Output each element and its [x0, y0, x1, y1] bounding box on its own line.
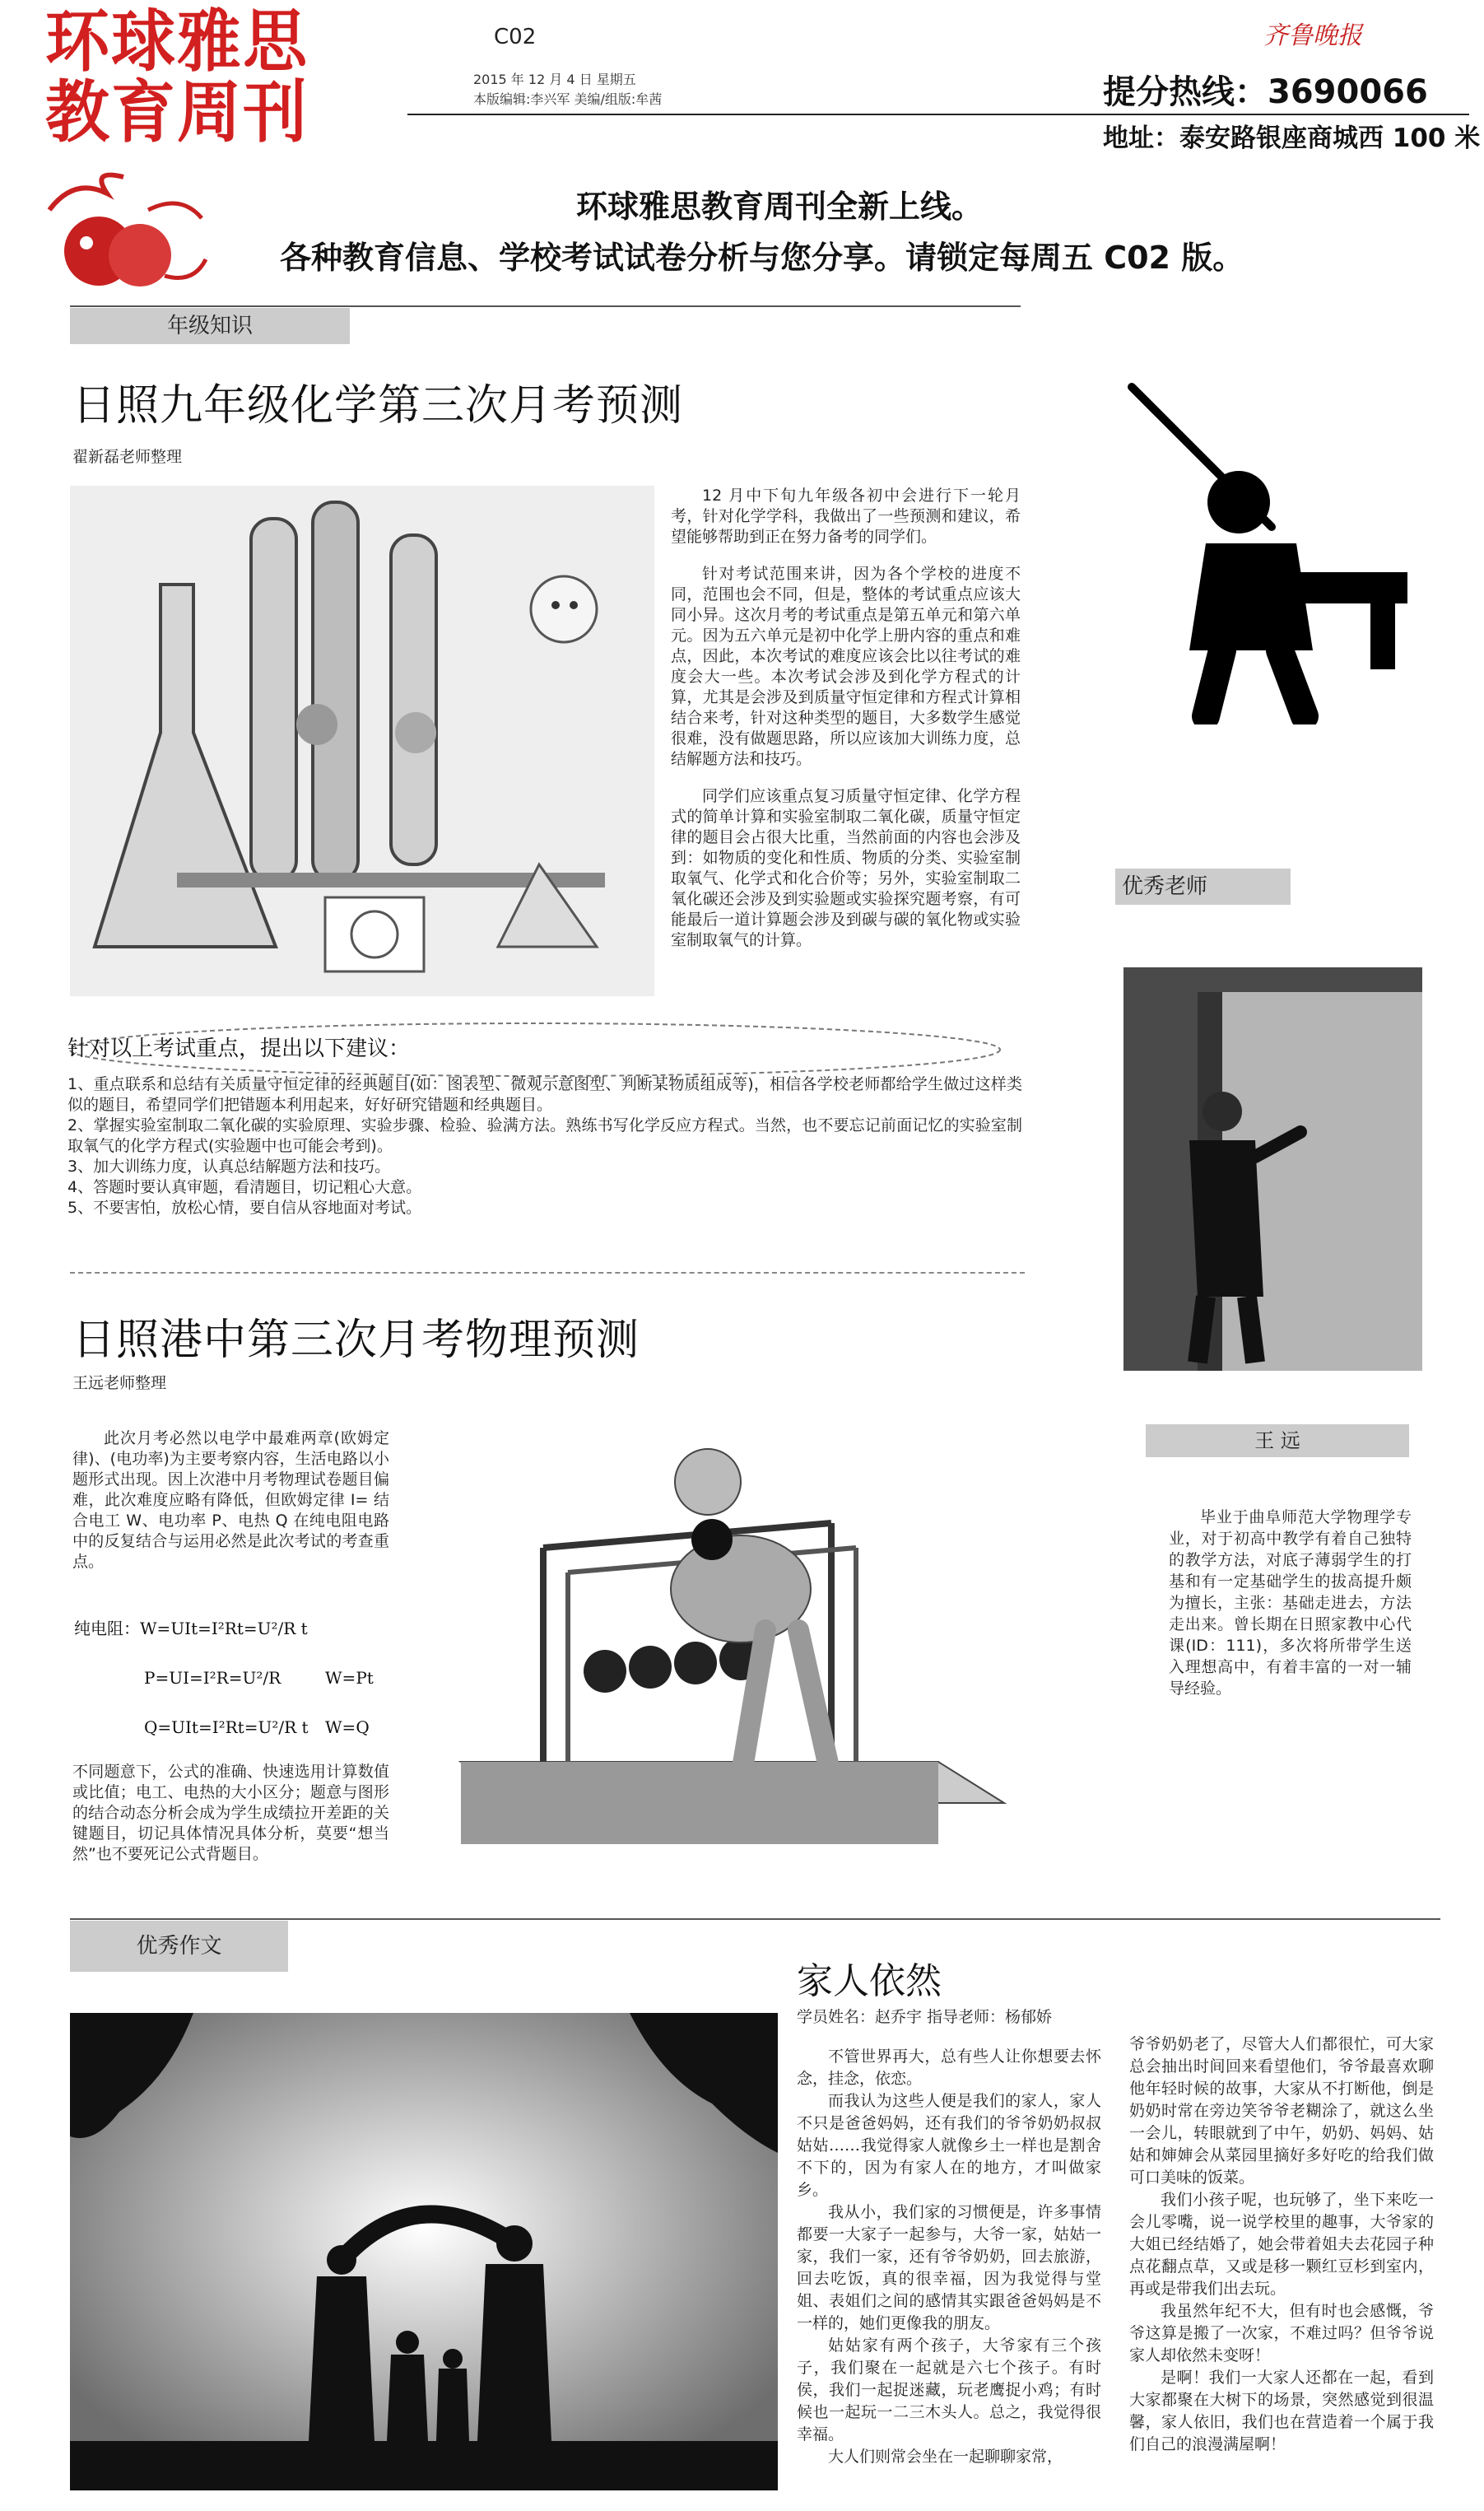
- essay-byline: 学员姓名：赵乔宇 指导老师：杨郁娇: [797, 2008, 1053, 2026]
- newtons-cradle-illustration: [444, 1416, 1021, 1856]
- essay-paragraph: 我们小孩子呢，也玩够了，坐下来吃一会儿零嘴，说一说学校里的趣事，大爷家的大姐已经结婚了，她会带着姐夫去花园子种点花翻点草，又或是移一颗红豆杉到室内，再或是带我们出去玩。: [1129, 2191, 1434, 2298]
- essay-title: 家人依然: [797, 1960, 942, 2002]
- address: 地址：泰安路银座商城西 100 米: [1103, 123, 1481, 153]
- chem-paragraph: 12 月中下旬九年级各初中会进行下一轮月考，针对化学学科，我做出了一些预测和建议，希望能够帮助到正在努力备考的同学们。: [671, 487, 1021, 546]
- physics-paragraph: 不同题意下，公式的准确、快速选用计算数值或比值；电工、电热的大小区分；题意与图形的结合动态分析会成为学生成绩拉开差距的关键题目，切记具体情况具体分析，莫要“想当然”也不要死记公式背题目。: [72, 1763, 389, 1863]
- essay-paragraph: 不管世界再大，总有些人让你想要去怀念，挂念，依恋。: [797, 2047, 1101, 2088]
- promo-banner: [280, 181, 1399, 283]
- page-id: C02: [494, 25, 537, 49]
- essay-paragraph: 而我认为这些人便是我们的家人，家人不只是爸爸妈妈，还有我们的爷爷奶奶叔叔姑姑……我觉得家人就像乡土一样也是割舍不下的，因为有家人在的地方，才叫做家乡。: [797, 2092, 1101, 2199]
- advice-item: 2、掌握实验室制取二氧化碳的实验原理、实验步骤、检验、验满方法。熟练书写化学反应方程式。当然，也不要忘记前面记忆的实验室制取氧气的化学方程式(实验题中也可能会考到)。: [67, 1116, 1022, 1155]
- section-tab-grade: 年级知识: [70, 308, 350, 344]
- physics-outro: [72, 1762, 389, 1865]
- masthead-line1: 环球雅思: [45, 2, 309, 82]
- issue-date: 2015 年 12 月 4 日 星期五: [473, 72, 636, 87]
- physics-paragraph: 此次月考必然以电学中最难两章(欧姆定律)、(电功率)为主要考察内容，生活电路以小题形式出现。因上次港中月考物理试卷题目偏难，此次难度应略有降低，但欧姆定律 I= 结合电工 W、电功率 P、电热 Q 在纯电阻电路中的反复结合与运用必然是此次考试的考查重点。: [72, 1429, 389, 1571]
- section-rule: [70, 1918, 1440, 1920]
- teacher-pictogram-icon: [1115, 379, 1420, 724]
- physics-byline: 王远老师整理: [72, 1374, 167, 1392]
- advice-item: 5、不要害怕，放松心情，要自信从容地面对考试。: [67, 1199, 422, 1217]
- essay-paragraph: 爷爷奶奶老了，尽管大人们都很忙，可大家总会抽出时间回来看望他们，爷爷最喜欢聊他年轻时候的故事，大家从不打断他，倒是奶奶时常在旁边笑爷爷老糊涂了，就这么坐一会儿，转眼就到了中午，奶奶、妈妈、姑姑和婶婶会从菜园里摘好多好吃的给我们做可口美味的饭菜。: [1129, 2035, 1434, 2187]
- masthead-line2: 教育周刊: [45, 73, 309, 152]
- section-rule: [70, 305, 1021, 307]
- family-silhouette-photo: [70, 2013, 778, 2490]
- essay-paragraph: 我虽然年纪不大，但有时也会感慨，爷爷这算是搬了一次家，不难过吗？但爷爷说家人却依然未变呀！: [1129, 2302, 1434, 2364]
- chem-paragraph: 同学们应该重点复习质量守恒定律、化学方程式的简单计算和实验室制取二氧化碳，质量守恒定律的题目会占很大比重，当然前面的内容也会涉及到：如物质的变化和性质、物质的分类、实验室制取氧气、化学式和化合价等；另外，实验室制取二氧化碳还会涉及到实验题或实验探究题考察，有可能最后一道计算题会涉及到碳与碳的氧化物或实验室制取氧气的计算。: [671, 787, 1021, 949]
- essay-paragraph: 大人们则常会坐在一起聊聊家常，: [828, 2448, 1063, 2466]
- essay-column-1: [797, 2046, 1101, 2468]
- teacher-bio: [1169, 1507, 1412, 1699]
- promo-line1: 环球雅思教育周刊全新上线。: [576, 189, 984, 225]
- advice-list: [67, 1074, 1022, 1218]
- teacher-bio-text: 毕业于曲阜师范大学物理学专业，对于初高中教学有着自己独特的教学方法，对底子薄弱学生的打基和有一定基础学生的拔高提升颇为擅长，主张：基础走进去，方法走出来。曾长期在日照家教中心代课(ID：111)，多次将所带学生送入理想高中，有着丰富的一对一辅导经验。: [1169, 1508, 1412, 1698]
- essay-paragraph: 我从小，我们家的习惯便是，许多事情都要一大家子一起参与，大爷一家，姑姑一家，我们一家，还有爷爷奶奶，回去旅游，回去吃饭，真的很幸福，因为我觉得与堂姐、表姐们之间的感情其实跟爸爸妈妈是不一样的，她们更像我的朋友。: [797, 2203, 1101, 2332]
- advice-item: 1、重点联系和总结有关质量守恒定律的经典题目(如：图表型、微观示意图型、判断某物质组成等)，相信各学校老师都给学生做过这样类似的题目，希望同学们把错题本利用起来，好好研究错题和经典题目。: [67, 1075, 1022, 1114]
- promo-line2: 各种教育信息、学校考试试卷分析与您分享。请锁定每周五 C02 版。: [280, 240, 1244, 276]
- formula-line: P=UI=I²R=U²/R: [144, 1668, 281, 1688]
- essay-paragraph: 姑姑家有两个孩子，大爷家有三个孩子，我们聚在一起就是六七个孩子。有时侯，我们一起捉迷藏，玩老鹰捉小鸡；有时候也一起玩一二三木头人。总之，我觉得很幸福。: [797, 2336, 1101, 2443]
- formula-line: 纯电阻：W=UIt=I²Rt=U²/R t: [74, 1619, 308, 1638]
- header-rule: [407, 114, 1469, 115]
- section-tab-teacher: 优秀老师: [1115, 869, 1291, 905]
- chem-byline: 翟新磊老师整理: [72, 448, 183, 466]
- chem-lab-illustration: [70, 486, 654, 996]
- formula-line: W=Pt: [325, 1668, 374, 1688]
- advice-item: 4、答题时要认真审题，看清题目，切记粗心大意。: [67, 1178, 422, 1196]
- formula-row: [74, 1703, 403, 1752]
- physics-headline: 日照港中第三次月考物理预测: [72, 1316, 640, 1365]
- section-tab-essay: 优秀作文: [70, 1921, 288, 1972]
- newspaper-brand-logo: 齐鲁晚报: [1263, 21, 1362, 50]
- chem-paragraph: 针对考试范围来讲，因为各个学校的进度不同，范围也会不同，但是，整体的考试重点应该大同小异。这次月考的考试重点是第五单元和第六单元。因为五六单元是初中化学上册内容的重点和难点，因此，本次考试的难度应该会比以往考试的难度会大一些。本次考试会涉及到化学方程式的计算，尤其是会涉及到质量守恒定律和方程式计算相结合来考，针对这种类型的题目，大多数学生感觉很难，没有做题思路，所以应该加大训练力度，总结解题方法和技巧。: [671, 565, 1021, 768]
- essay-paragraph: 是啊！我们一大家人还都在一起，看到大家都聚在大树下的场景，突然感觉到很温馨，家人依旧，我们也在营造着一个属于我们自己的浪漫满屋啊！: [1129, 2369, 1434, 2453]
- section-divider: [70, 1272, 1025, 1274]
- editors: 本版编辑:李兴军 美编/组版:牟茜: [473, 91, 663, 107]
- masthead: [45, 2, 309, 152]
- dateline: [473, 70, 662, 109]
- physics-intro: [72, 1428, 389, 1572]
- hotline: 提分热线：3690066: [1103, 73, 1428, 111]
- fruit-mascot-icon: [25, 161, 214, 309]
- chem-headline: 日照九年级化学第三次月考预测: [72, 381, 684, 431]
- formula-line: W=Q: [325, 1717, 370, 1737]
- advice-heading: 针对以上考试重点，提出以下建议：: [67, 1037, 411, 1061]
- advice-item: 3、加大训练力度，认真总结解题方法和技巧。: [67, 1158, 391, 1176]
- essay-column-2: [1129, 2033, 1434, 2456]
- formula-row: [74, 1653, 403, 1703]
- teacher-name: 王 远: [1146, 1424, 1409, 1457]
- chem-body: [671, 486, 1021, 951]
- teacher-photo: [1123, 967, 1422, 1371]
- physics-formulas: [74, 1604, 403, 1752]
- formula-line: Q=UIt=I²Rt=U²/R t: [144, 1717, 309, 1737]
